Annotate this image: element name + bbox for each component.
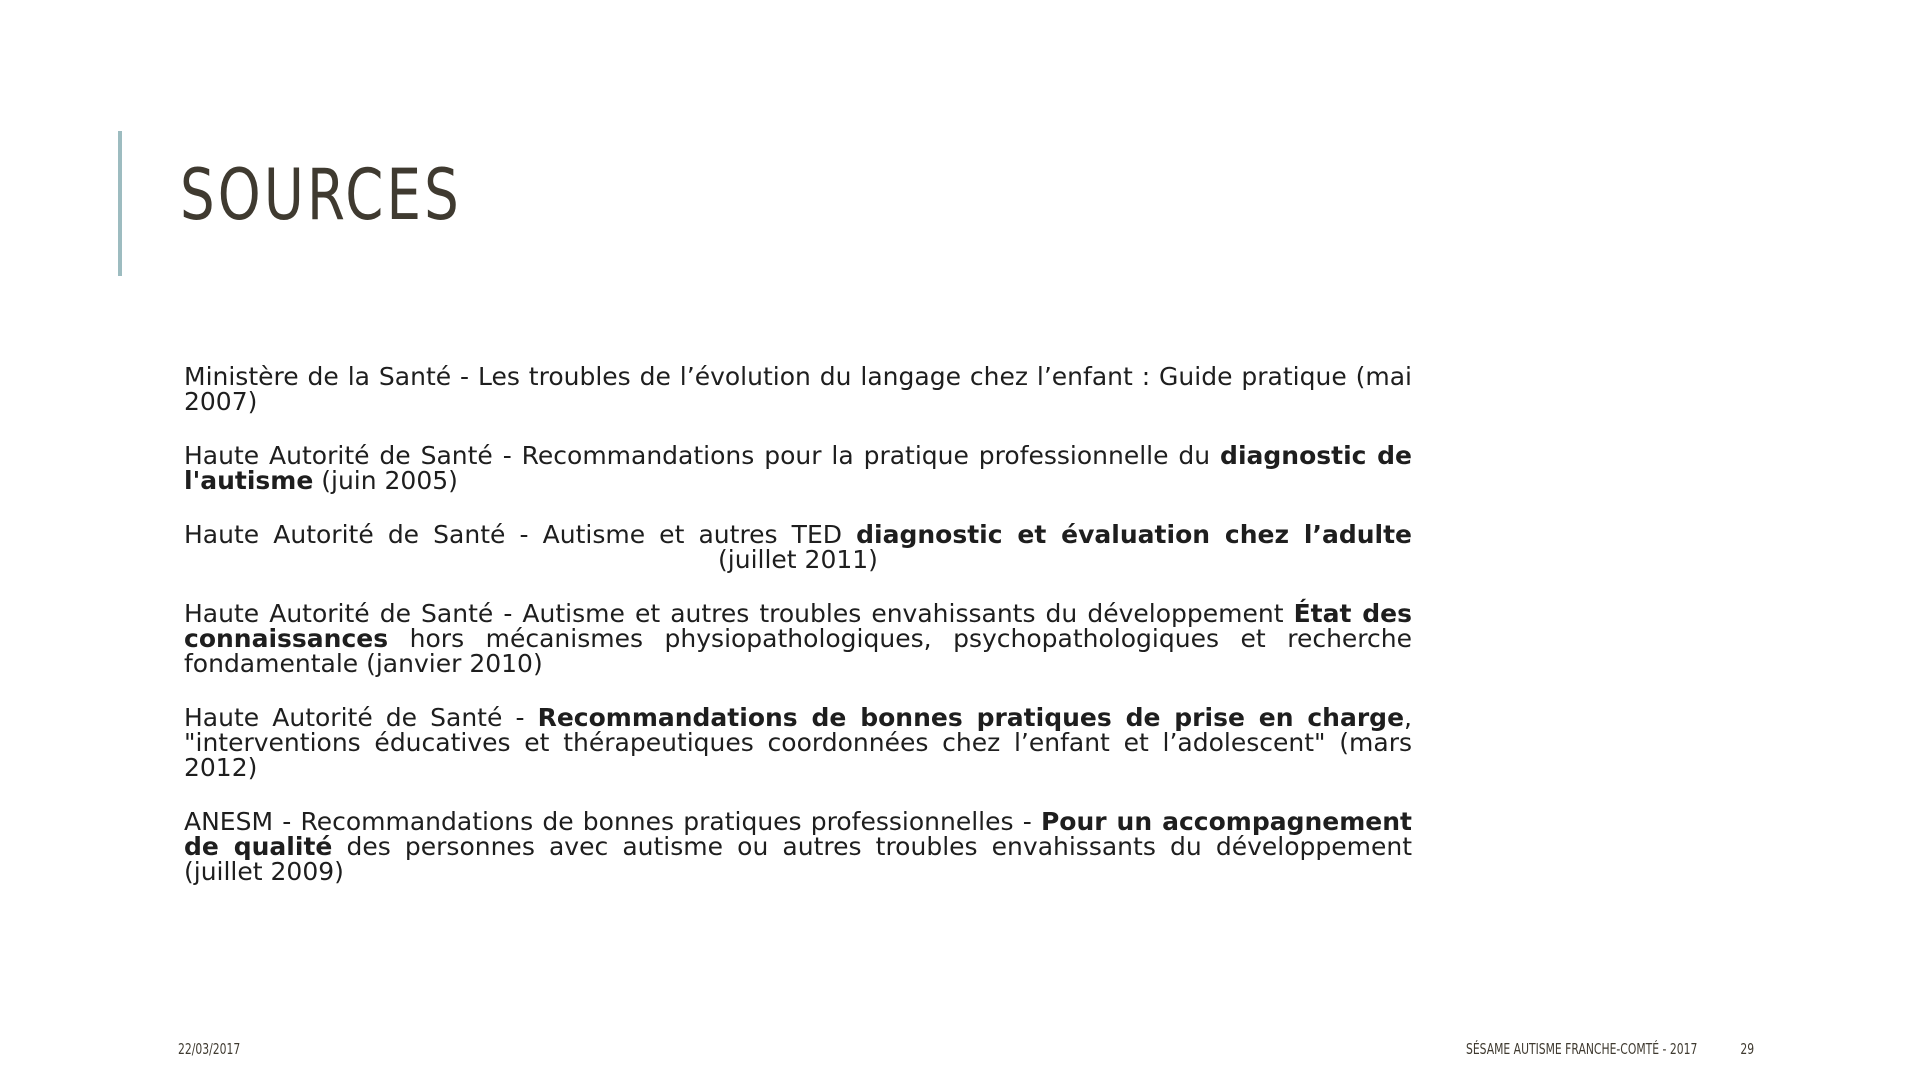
source-item	[184, 443, 1412, 493]
title-accent-bar	[118, 131, 122, 276]
source-highlight: Pour un accompagnement de qualité	[184, 807, 1413, 861]
source-highlight: diagnostic de l'autisme	[184, 441, 1412, 495]
footer-organization: SÉSAME AUTISME FRANCHE-COMTÉ - 2017	[1465, 1040, 1697, 1058]
source-item	[184, 364, 1412, 414]
source-text: Haute Autorité de Santé - Recommandations pour la pratique professionnelle du	[184, 441, 1221, 470]
source-text: Haute Autorité de Santé -	[184, 703, 538, 732]
source-highlight: Recommandations de bonnes pratiques de prise en charge	[537, 703, 1405, 732]
source-item	[184, 601, 1412, 676]
source-text: ANESM - Recommandations de bonnes pratiques professionnelles -	[184, 807, 1041, 836]
source-text: hors mécanismes physiopathologiques, psychopathologiques et recherche fondamentale (janvier 2010)	[184, 624, 1412, 678]
source-text: Ministère de la Santé - Les troubles de l’évolution du langage chez l’enfant : Guide pratique (mai 2007)	[184, 362, 1412, 416]
source-item	[184, 705, 1412, 780]
source-text: , "interventions éducatives et thérapeutiques coordonnées chez l’enfant et l’adolescent" (mars 2012)	[184, 703, 1412, 782]
sources-list	[184, 364, 1412, 913]
source-highlight: diagnostic et évaluation chez l’adulte	[856, 520, 1412, 549]
footer-page-number: 29	[1740, 1040, 1754, 1058]
source-text: (juillet 2011)	[718, 545, 878, 574]
source-text: des personnes avec autisme ou autres troubles envahissants du développement (juillet 2009)	[184, 832, 1412, 886]
source-item	[184, 809, 1412, 884]
source-highlight: État des connaissances	[184, 599, 1412, 653]
footer-date: 22/03/2017	[178, 1040, 241, 1058]
source-text: Haute Autorité de Santé - Autisme et autres TED	[184, 520, 857, 549]
source-item	[184, 522, 1412, 572]
slide-title: SOURCES	[180, 154, 462, 236]
source-text: (juin 2005)	[313, 466, 458, 495]
source-text: Haute Autorité de Santé - Autisme et autres troubles envahissants du développement	[184, 599, 1294, 628]
